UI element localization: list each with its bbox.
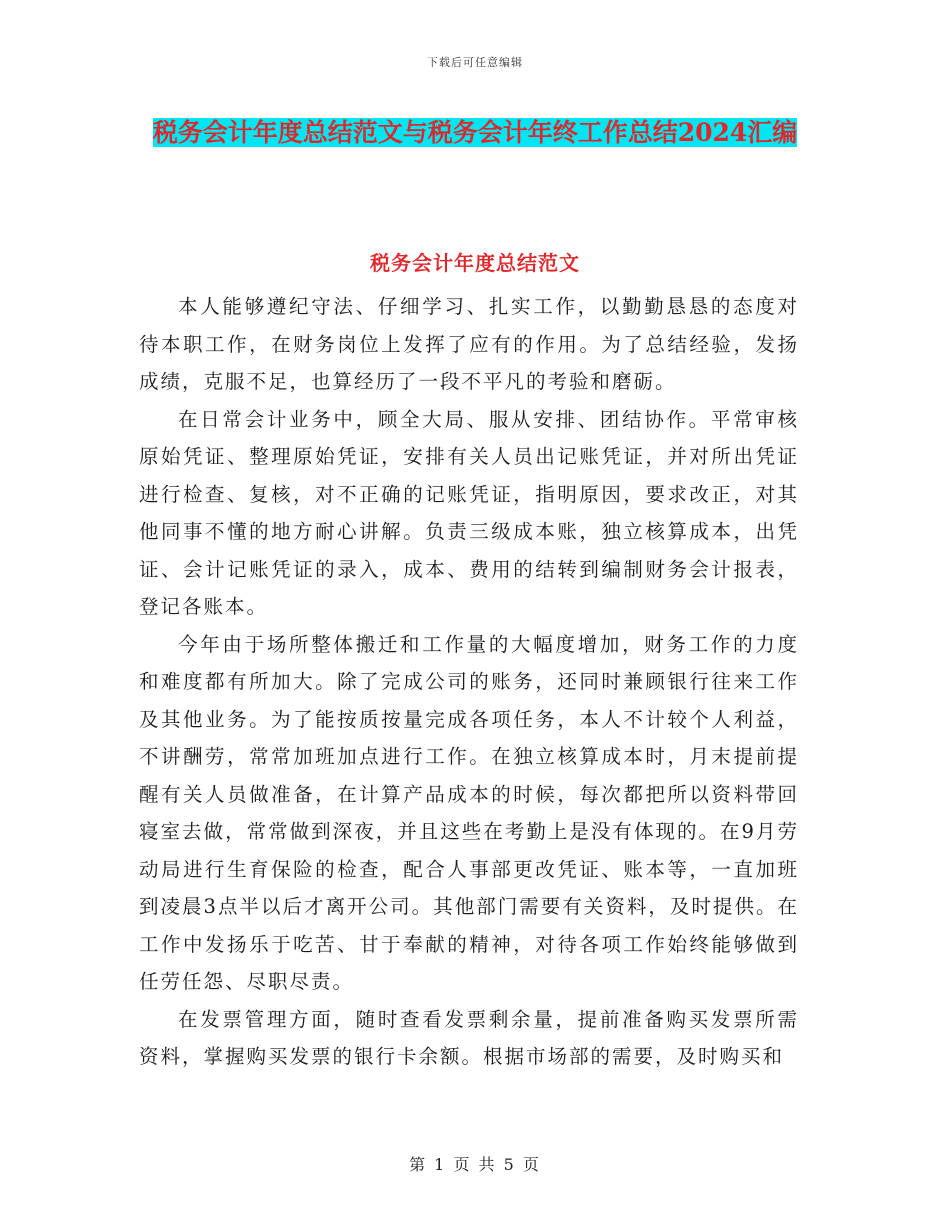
document-title [140,110,810,155]
header-note: 下载后可任意编辑 [427,56,523,69]
paragraph: 本人能够遵纪守法、仔细学习、扎实工作，以勤勤恳恳的态度对待本职工作，在财务岗位上发挥了应有的作用。为了总结经验，发扬成绩，克服不足，也算经历了一段不平凡的考验和磨砺。 [139,295,799,393]
document-title-text: 税务会计年度总结范文与税务会计年终工作总结2024汇编 [152,118,798,147]
body-text [139,288,799,1076]
paragraph: 在发票管理方面，随时查看发票剩余量，提前准备购买发票所需资料，掌握购买发票的银行卡余额。根据市场部的需要，及时购买和 [139,1007,799,1068]
page-number: 第 1 页 共 5 页 [409,1155,541,1174]
paragraph: 今年由于场所整体搬迁和工作量的大幅度增加，财务工作的力度和难度都有所加大。除了完成公司的账务，还同时兼顾银行往来工作及其他业务。为了能按质按量完成各项任务，本人不计较个人利益，不讲酬劳，常常加班加点进行工作。在独立核算成本时，月末提前提醒有关人员做准备，在计算产品成本的时候，每次都把所以资料带回寝室去做，常常做到深夜，并且这些在考勤上是没有体现的。在9月劳动局进行生育保险的检查，配合人事部更改凭证、账本等，一直加班到凌晨3点半以后才离开公司。其他部门需要有关资料，及时提供。在工作中发扬乐于吃苦、甘于奉献的精神，对待各项工作始终能够做到任劳任怨、尽职尽责。 [139,632,799,993]
paragraph: 在日常会计业务中，顾全大局、服从安排、团结协作。平常审核原始凭证、整理原始凭证，安排有关人员出记账凭证，并对所出凭证进行检查、复核，对不正确的记账凭证，指明原因，要求改正，对其他同事不懂的地方耐心讲解。负责三级成本账，独立核算成本，出凭证、会计记账凭证的录入，成本、费用的结转到编制财务会计报表，登记各账本。 [139,407,799,618]
section-title: 税务会计年度总结范文 [370,251,580,275]
